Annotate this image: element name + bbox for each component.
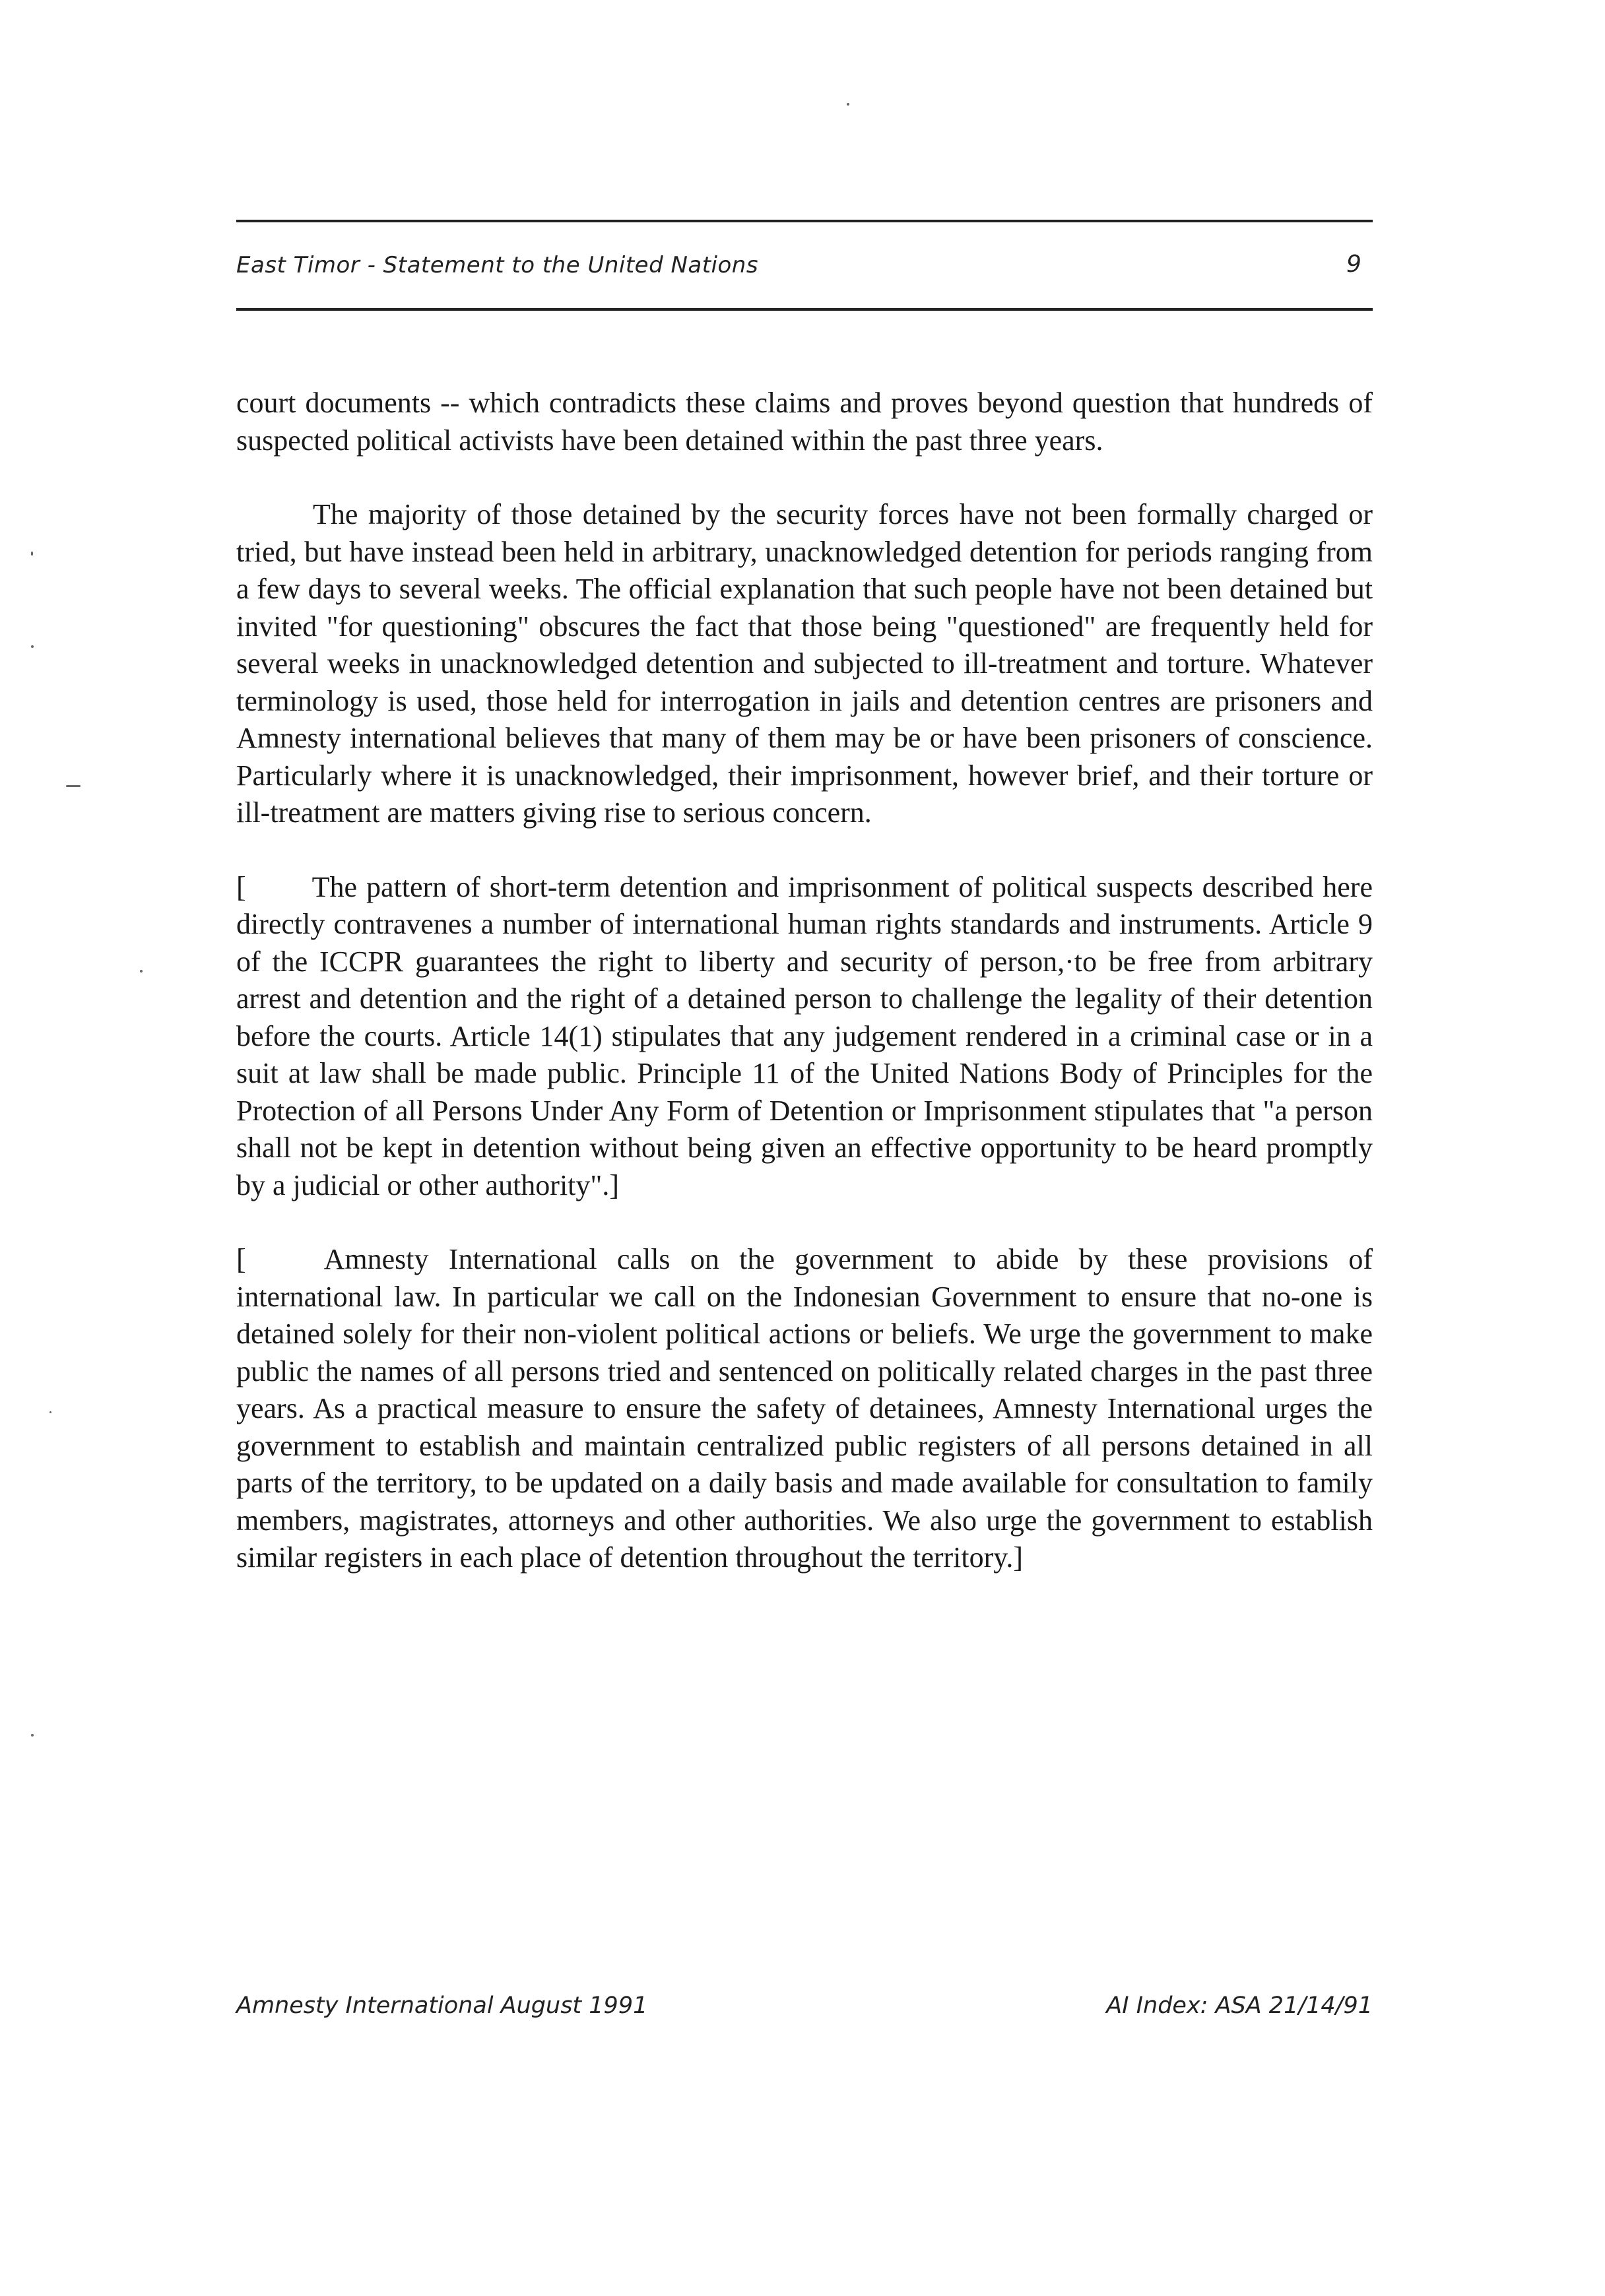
paragraph [236, 496, 1373, 832]
scan-speck [66, 785, 81, 787]
paragraph [236, 385, 1373, 459]
bracket-mark: [ [236, 1243, 246, 1275]
scan-speck [49, 1411, 51, 1413]
footer-publisher-date: Amnesty International August 1991 [236, 1993, 648, 2019]
scan-speck [140, 970, 143, 973]
scan-speck [31, 1734, 34, 1737]
scan-speck [31, 645, 34, 648]
paragraph-text: court documents -- which contradicts these claims and proves beyond question that hundreds of suspected political activists have been detained within the past three years. [236, 387, 1373, 457]
page-number: 9 [1346, 251, 1361, 278]
scan-speck [847, 103, 849, 106]
header-rule-top [236, 220, 1373, 222]
bracket-mark: [ [236, 870, 246, 903]
scan-speck [31, 552, 33, 556]
footer-index: AI Index: ASA 21/14/91 [1106, 1993, 1373, 2019]
paragraph-text: The pattern of short-term detention and imprisonment of political suspects described here directly contravenes a number of international human rights standards and instruments. Article 9 of the ICCPR guarantees the right to liberty and security of person,·to be free from arbitrary arrest and detention and the right of a detained person to challenge the legality of their detention before the courts. Article 14(1) stipulates that any judgement rendered in a criminal case or in a suit at law shall be made public. Principle 11 of the United Nations Body of Principles for the Protection of all Persons Under Any Form of Detention or Imprisonment stipulates that "a person shall not be kept in detention without being given an effective opportunity to be heard promptly by a judicial or other authority".] [236, 870, 1373, 1201]
paragraph [236, 869, 1373, 1205]
body-text [236, 385, 1373, 1614]
paragraph [236, 1241, 1373, 1577]
paragraph-text: Amnesty International calls on the government to abide by these provisions of international law. In particular we call on the Indonesian Government to ensure that no-one is detained solely for their non-violent political actions or beliefs. We urge the government to make public the names of all persons tried and sentenced on politically related charges in the past three years. As a practical measure to ensure the safety of detainees, Amnesty International urges the government to establish and maintain centralized public registers of all persons detained in all parts of the territory, to be updated on a daily basis and made available for consultation to family members, magistrates, attorneys and other authorities. We also urge the government to establish similar registers in each place of detention throughout the territory.] [236, 1243, 1373, 1574]
running-header-title: East Timor - Statement to the United Nations [236, 252, 759, 278]
header-rule-bottom [236, 308, 1373, 311]
paragraph-text: The majority of those detained by the security forces have not been formally charged or tried, but have instead been held in arbitrary, unacknowledged detention for periods ranging from a few days to several weeks. The official explanation that such people have not been detained but invited "for questioning" obscures the fact that those being "questioned" are frequently held for several weeks in unacknowledged detention and subjected to ill-treatment and torture. Whatever terminology is used, those held for interrogation in jails and detention centres are prisoners and Amnesty international believes that many of them may be or have been prisoners of conscience. Particularly where it is unacknowledged, their imprisonment, however brief, and their torture or ill-treatment are matters giving rise to serious concern. [236, 498, 1373, 829]
